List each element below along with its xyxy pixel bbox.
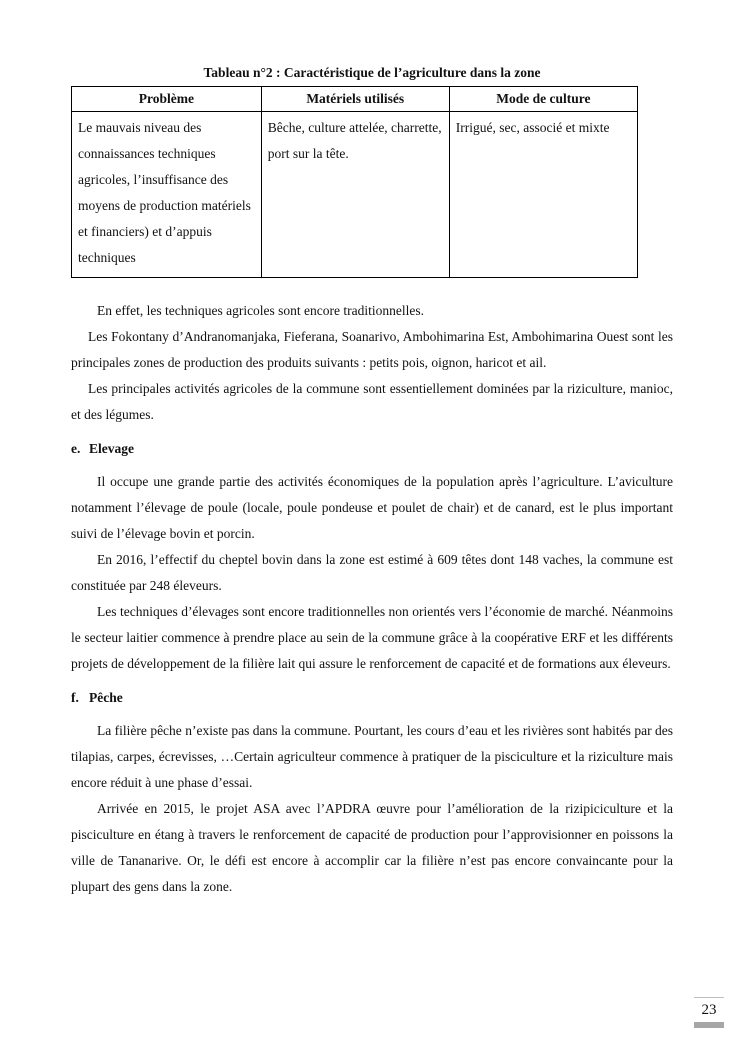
table-caption: Tableau n°2 : Caractéristique de l’agriculture dans la zone — [203, 65, 541, 80]
section-title: Pêche — [89, 690, 123, 705]
table-cell-mode-culture: Irrigué, sec, associé et mixte — [449, 112, 637, 278]
table-header-row — [72, 87, 638, 112]
section-heading-peche — [71, 688, 673, 708]
paragraph-elevage-2: En 2016, l’effectif du cheptel bovin dans la zone est estimé à 609 têtes dont 148 vaches, la commune est constituée par 248 éleveurs. — [71, 552, 673, 593]
section-letter: f. — [71, 690, 79, 705]
page-number-bar — [694, 1022, 724, 1028]
paragraph-elevage-1: Il occupe une grande partie des activités économiques de la population après l’agriculture. L’aviculture notamment l’élevage de poule (locale, poule pondeuse et poulet de chair) et de canard, est le plus important suivi de l’élevage bovin et porcin. — [71, 474, 673, 541]
section-title: Elevage — [89, 441, 134, 456]
paragraph-elevage-3: Les techniques d’élevages sont encore traditionnelles non orientés vers l’économie de marché. Néanmoins le secteur laitier commence à prendre place au sein de la commune grâce à la coopérative ERF et les différents projets de développement de la filière lait qui assure le renforcement de capacité et de formations aux éleveurs. — [71, 604, 673, 671]
section-heading-elevage — [71, 439, 673, 459]
section-letter: e. — [71, 441, 81, 456]
agriculture-table — [71, 86, 638, 278]
paragraph-activites: Les principales activités agricoles de la commune sont essentiellement dominées par la riziculture, manioc, et des légumes. — [71, 381, 673, 422]
paragraph-peche-1: La filière pêche n’existe pas dans la commune. Pourtant, les cours d’eau et les rivières sont habités par des tilapias, carpes, écrevisses, …Certain agriculteur commence à pratiquer de la pisciculture et la riziculture mais encore réduit à une phase d’essai. — [71, 723, 673, 790]
page-number: 23 — [701, 1002, 717, 1018]
table-cell-probleme: Le mauvais niveau des connaissances techniques agricoles, l’insuffisance des moyens de production matériels et financiers) et d’appuis techniques — [72, 112, 262, 278]
paragraph-techniques: En effet, les techniques agricoles sont encore traditionnelles. — [97, 303, 425, 318]
document-page — [71, 64, 673, 900]
paragraph-peche-2: Arrivée en 2015, le projet ASA avec l’APDRA œuvre pour l’amélioration de la rizipiciculture et la pisciculture en étang à travers le renforcement de capacité de production pour l’approvisionner en poissons la ville de Tananarive. Or, le défi est encore à accomplir car la filière n’est pas encore convaincante pour la plupart des gens dans la zone. — [71, 801, 673, 894]
paragraph-fokontany: Les Fokontany d’Andranomanjaka, Fieferana, Soanarivo, Ambohimarina Est, Ambohimarina Ouest sont les principales zones de production des produits suivants : petits pois, oignon, haricot et ail. — [71, 329, 673, 370]
table-header-materiels: Matériels utilisés — [261, 87, 449, 112]
footer-divider — [694, 997, 724, 998]
table-row — [72, 112, 638, 278]
table-cell-materiels: Bêche, culture attelée, charrette, port sur la tête. — [261, 112, 449, 278]
table-header-probleme: Problème — [72, 87, 262, 112]
table-header-mode-culture: Mode de culture — [449, 87, 637, 112]
